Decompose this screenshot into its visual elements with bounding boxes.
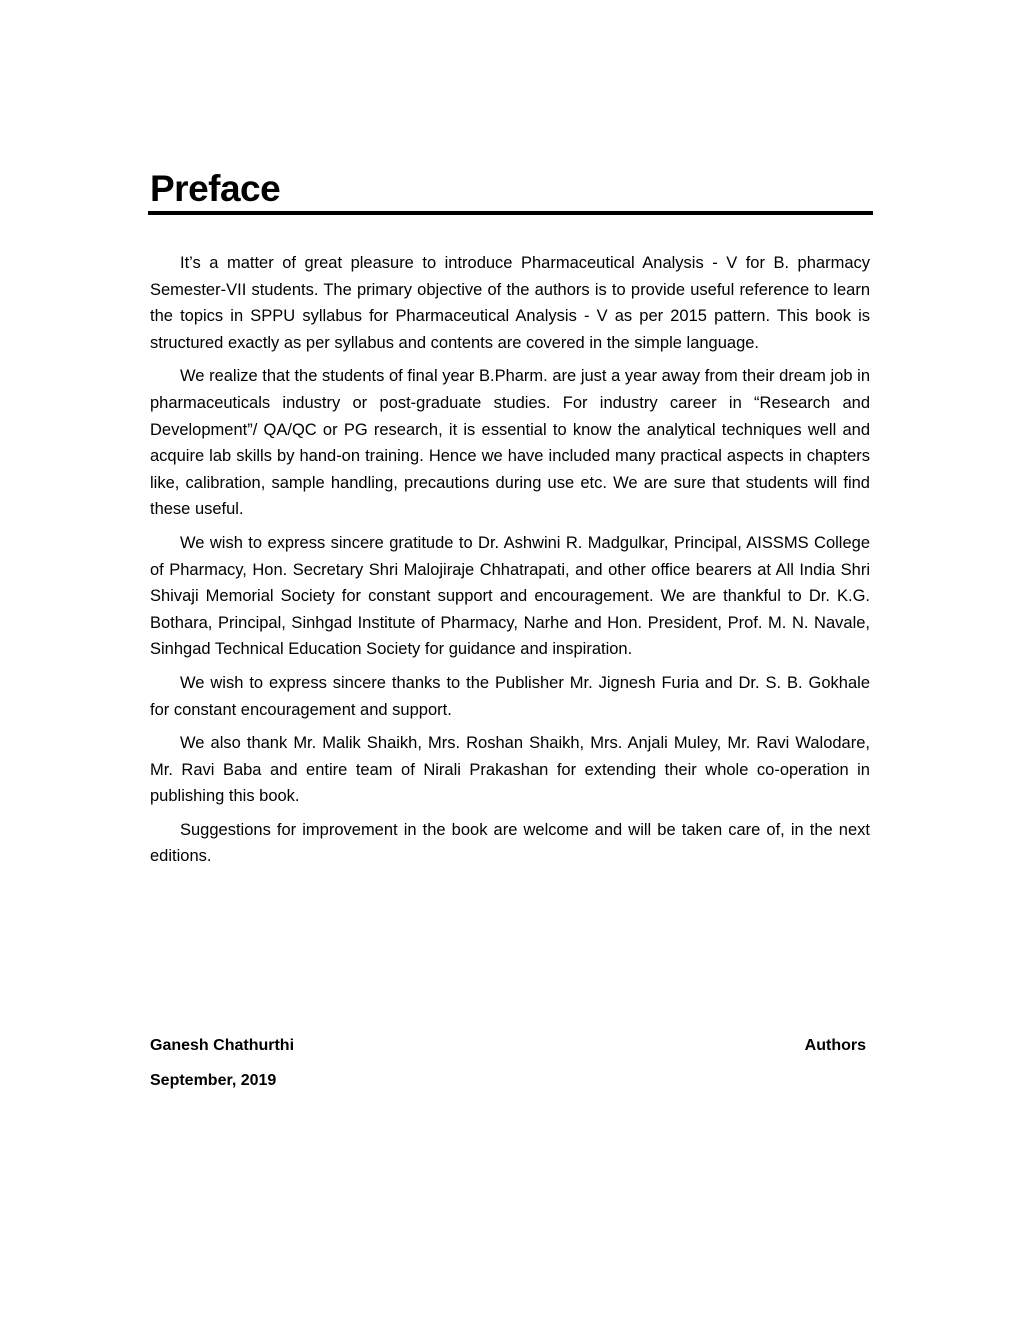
paragraph: We wish to express sincere thanks to the Publisher Mr. Jignesh Furia and Dr. S. B. Gokhale for constant encouragement and support. [150,673,870,719]
signoff-date-row [150,1071,868,1091]
signoff-date: September, 2019 [150,1072,277,1089]
paragraph: It’s a matter of great pleasure to introduce Pharmaceutical Analysis - V for B. pharmacy Semester-VII students. The primary objective of the authors is to provide useful reference to learn the topics in SPPU syllabus for Pharmaceutical Analysis - V as per 2015 pattern. This book is structured exactly as per syllabus and contents are covered in the simple language. [150,254,870,352]
page-title: Preface [150,168,281,209]
paragraph: We also thank Mr. Malik Shaikh, Mrs. Roshan Shaikh, Mrs. Anjali Muley, Mr. Ravi Walodare, Mr. Ravi Baba and entire team of Nirali Prakashan for extending their whole co-operation in publishing this book. [150,734,870,806]
signoff-row [150,1036,868,1056]
paragraph: We realize that the students of final year B.Pharm. are just a year away from their dream job in pharmaceuticals industry or post-graduate studies. For industry career in “Research and Development”/ QA/QC or PG research, it is essential to know the analytical techniques well and acquire lab skills by hand-on training. Hence we have included many practical aspects in chapters like, calibration, sample handling, precautions during use etc. We are sure that students will find these useful. [150,367,870,519]
signoff-authors: Authors [804,1037,866,1054]
title-underline [148,211,873,215]
paragraph: Suggestions for improvement in the book are welcome and will be taken care of, in the next editions. [150,820,870,866]
paragraph: We wish to express sincere gratitude to Dr. Ashwini R. Madgulkar, Principal, AISSMS College of Pharmacy, Hon. Secretary Shri Malojiraje Chhatrapati, and other office bearers at All India Shri Shivaji Memorial Society for constant support and encouragement. We are thankful to Dr. K.G. Bothara, Principal, Sinhgad Institute of Pharmacy, Narhe and Hon. President, Prof. M. N. Navale, Sinhgad Technical Education Society for guidance and inspiration. [150,533,870,659]
preface-body [150,250,870,877]
signoff-occasion: Ganesh Chathurthi [150,1037,295,1054]
